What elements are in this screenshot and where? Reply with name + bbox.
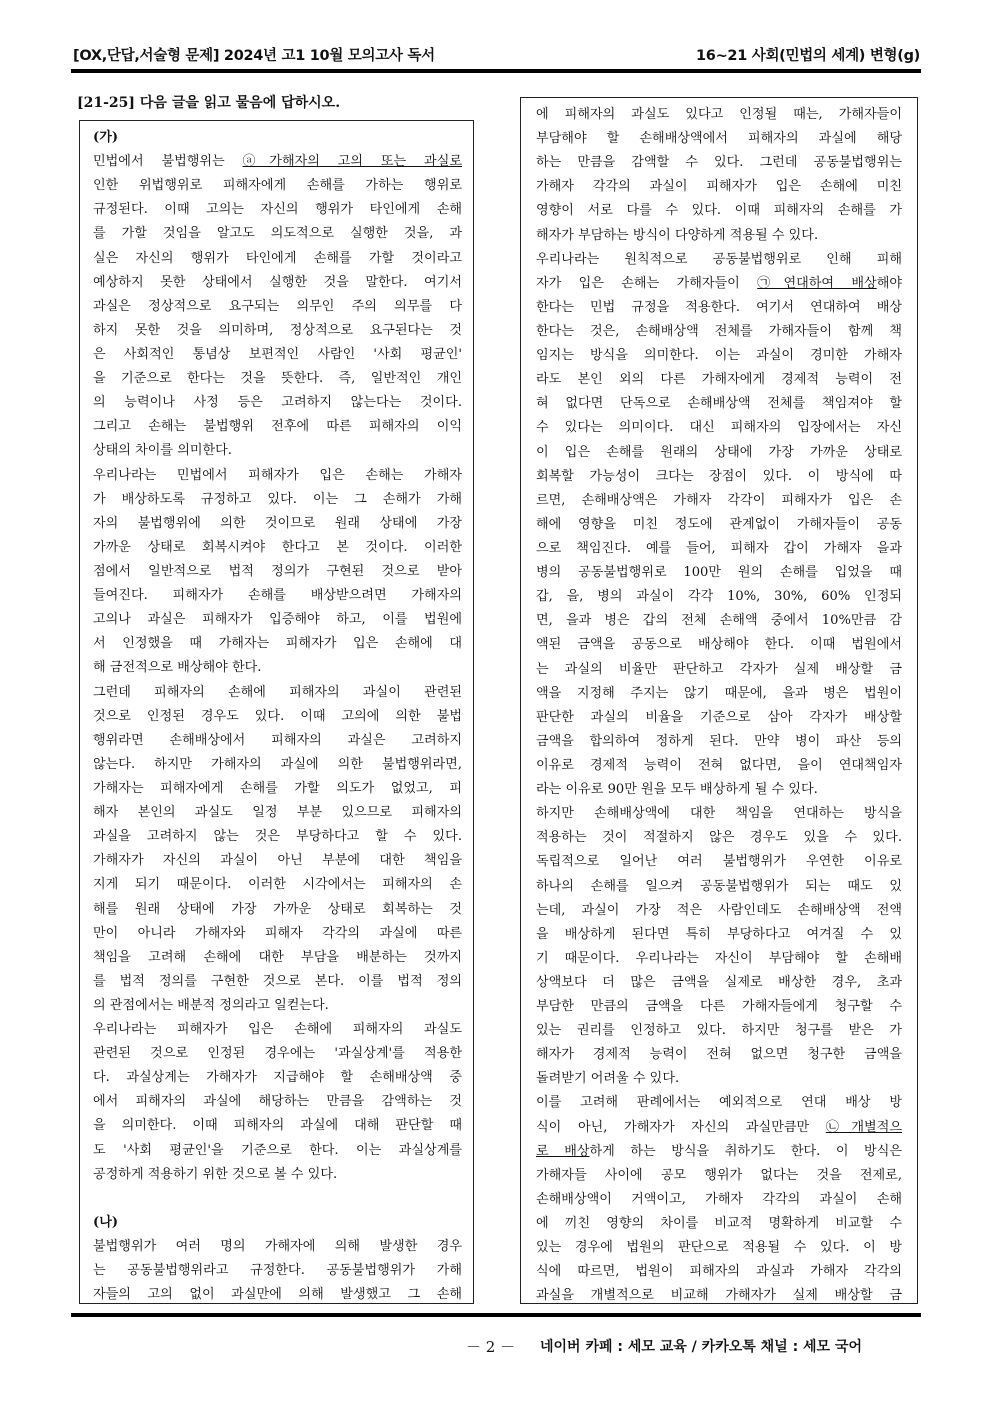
text-line	[93, 536, 462, 560]
text-line	[536, 1188, 902, 1212]
text-line	[93, 1066, 462, 1090]
line-text: (가)	[93, 130, 119, 145]
text-line	[536, 175, 902, 199]
line-text: 가 배상하도록 규정하고 있다. 이는 그 손해가 가해	[93, 491, 462, 507]
text-line	[93, 271, 462, 295]
label-ga	[93, 126, 462, 150]
header-section: 16~21 사회(민법의 세계) 변형(g)	[696, 48, 920, 64]
text-line	[536, 1067, 902, 1091]
line-text: 이를 고려해 판례에서는 예외적으로 연대 배상 방	[536, 1095, 902, 1111]
text-line	[93, 247, 462, 271]
text-line	[536, 1164, 902, 1188]
text-line	[536, 730, 902, 754]
line-text: 의 능력이나 사정 등은 고려하지 않는다는 것이다.	[93, 395, 462, 411]
text-line	[536, 1260, 902, 1284]
text-line	[93, 608, 462, 632]
passage-right-text	[536, 103, 902, 1308]
line-text: 액된 금액을 공동으로 배상해야 한다. 이때 법원에서	[536, 637, 902, 653]
text-line	[93, 343, 462, 367]
text-line	[536, 513, 902, 537]
line-text: 한다는 민법 규정을 적용한다. 여기서 연대하여 배상	[536, 299, 902, 315]
line-text: 예상하지 못한 상태에서 실행한 것을 말한다. 여기서	[93, 274, 462, 290]
text-line	[536, 392, 902, 416]
text-line	[93, 777, 462, 801]
text-line	[536, 1236, 902, 1260]
line-text: 라는 이유로 90만 원을 모두 배상하게 될 수 있다.	[536, 782, 818, 798]
line-text: 돌려받기 어려울 수 있다.	[536, 1071, 680, 1087]
text-line	[93, 801, 462, 825]
line-text: 책임을 고려해 손해에 대한 부담을 배분하는 것까지	[93, 949, 462, 965]
text-line	[93, 873, 462, 897]
text-line	[536, 368, 902, 392]
line-text: 는 공동불법행위라고 규정한다. 공동불법행위가 가해	[93, 1263, 462, 1279]
line-text: 갑, 을, 병의 과실이 각각 10%, 30%, 60% 인정되	[536, 589, 902, 605]
line-text: 에서 피해자의 과실에 해당하는 만큼을 감액하는 것	[93, 1094, 462, 1110]
text-line	[93, 705, 462, 729]
line-text: 적용하는 것이 적절하지 않은 경우도 있을 수 있다.	[536, 830, 902, 846]
line-text: 우리나라는 원칙적으로 공동불법행위로 인해 피해	[536, 251, 902, 267]
line-text: 해 금전적으로 배상해야 한다.	[93, 660, 262, 676]
line-text: 과실을 개별적으로 비교해 가해자가 실제 배상할 금	[536, 1288, 902, 1304]
text-line	[536, 224, 902, 248]
line-text: 민법에서 불법행위는	[93, 154, 243, 170]
text-line	[536, 248, 902, 272]
text-line	[93, 1259, 462, 1283]
text-line	[93, 584, 462, 608]
text-line	[536, 1140, 902, 1164]
line-text: 서 인정했을 때 가해자는 피해자가 입은 손해에 대	[93, 636, 462, 652]
line-text: 행위라면 손해배상에서 피해자의 과실은 고려하지	[93, 732, 462, 748]
text-line	[536, 199, 902, 223]
line-text: 고의나 과실은 피해자가 입증해야 하고, 이를 법원에	[93, 612, 462, 628]
line-text: 이유로 경제적 능력이 전혀 없다면, 을이 연대책임자	[536, 757, 902, 773]
text-line	[93, 319, 462, 343]
line-text: 를 가할 것임을 알고도 의도적으로 실행한 것을, 과	[93, 226, 462, 242]
text-line	[93, 753, 462, 777]
line-text: 병의 공동불법행위로 100만 원의 손해를 입었을 때	[536, 565, 902, 581]
blank-line	[93, 1187, 462, 1211]
line-text: 들여진다. 피해자가 손해를 배상받으려면 가해자의	[93, 588, 462, 604]
text-line	[536, 609, 902, 633]
text-line	[93, 656, 462, 680]
text-line	[93, 512, 462, 536]
text-line	[536, 344, 902, 368]
text-line	[536, 633, 902, 657]
text-line	[536, 802, 902, 826]
line-text: 것으로 인정된 경우도 있다. 이때 고의에 의한 불법	[93, 708, 462, 724]
line-text: 하지 못한 것을 의미하며, 정상적으로 요구된다는 것	[93, 322, 462, 338]
line-text: 과실은 정상적으로 요구되는 의무인 주의 의무를 다	[93, 298, 462, 314]
text-line	[536, 971, 902, 995]
text-line	[536, 489, 902, 513]
text-line	[536, 899, 902, 923]
text-line	[93, 1235, 462, 1259]
passage-right-box	[520, 97, 918, 1304]
line-text: 하나의 손해를 일으켜 공동불법행위가 되는 때도 있	[536, 878, 902, 894]
text-line	[536, 561, 902, 585]
text-line	[536, 127, 902, 151]
line-text: 해야	[876, 275, 902, 291]
instruction: [21-25] 다음 글을 읽고 물음에 답하시오.	[77, 95, 341, 111]
text-line	[93, 439, 462, 463]
text-line	[93, 1090, 462, 1114]
bottom-rule	[71, 1313, 921, 1317]
line-text: 회복할 가능성이 크다는 장점이 있다. 이 방식에 따	[536, 468, 902, 484]
line-text: 은 사회적인 통념상 보편적인 사람인 '사회 평균인'	[93, 346, 462, 362]
line-text: 점에서 일반적으로 법적 정의가 구현된 것으로 받아	[93, 563, 462, 579]
page-number: － 2 －	[466, 1338, 516, 1356]
line-text: 판단한 과실의 비율을 기준으로 삼아 각자가 배상할	[536, 709, 902, 725]
text-line	[93, 1114, 462, 1138]
text-line	[93, 970, 462, 994]
line-text: 을 의미한다. 이때 피해자의 과실에 대해 판단할 때	[93, 1118, 462, 1134]
text-line	[536, 658, 902, 682]
line-text: 임지는 방식을 의미한다. 이는 과실이 경미한 가해자	[536, 348, 902, 364]
text-line	[93, 1163, 462, 1187]
line-text: 을 배상하게 된다면 특히 부당하다고 여겨질 수 있	[536, 926, 902, 942]
text-line	[93, 415, 462, 439]
text-line	[536, 320, 902, 344]
line-text: 우리나라는 피해자가 입은 손해에 피해자의 과실도	[93, 1022, 462, 1038]
text-line	[536, 1116, 902, 1140]
text-line	[536, 778, 902, 802]
line-text: 액을 지정해 주지는 않기 때문에, 을과 병은 법원이	[536, 685, 902, 701]
line-text: 인한 위법행위로 피해자에게 손해를 가하는 행위로	[93, 178, 462, 194]
text-line	[536, 151, 902, 175]
line-text: 자들의 고의 없이 과실만에 의해 발생했고 그 손해	[93, 1287, 462, 1303]
text-line	[93, 560, 462, 584]
line-text: 그런데 피해자의 손해에 피해자의 과실이 관련된	[93, 684, 462, 700]
line-text: 해를 원래 상태에 가장 가까운 상태로 회복하는 것	[93, 901, 462, 917]
text-line	[536, 850, 902, 874]
text-line	[536, 826, 902, 850]
text-line	[536, 416, 902, 440]
line-text: 만이 아니라 가해자와 피해자 각각의 과실에 따른	[93, 925, 462, 941]
text-line	[93, 488, 462, 512]
line-text: 관련된 것으로 인정된 경우에는 '과실상계'를 적용한	[93, 1046, 462, 1062]
line-text: 가해자들 사이에 공모 행위가 없다는 것을 전제로,	[536, 1167, 902, 1183]
header-title: [OX,단답,서술형 문제] 2024년 고1 10월 모의고사 독서	[73, 48, 435, 64]
text-line	[93, 632, 462, 656]
text-line	[93, 1283, 462, 1307]
text-line	[536, 995, 902, 1019]
text-line	[536, 754, 902, 778]
text-line	[93, 1139, 462, 1163]
text-line	[93, 150, 462, 174]
line-text: 부담해야 할 손해배상액에서 피해자의 과실에 해당	[536, 131, 902, 147]
line-text: 다. 과실상계는 가해자가 지급해야 할 손해배상액 중	[93, 1070, 462, 1086]
text-line	[93, 295, 462, 319]
text-line	[536, 1212, 902, 1236]
line-text: 하게 하는 방식을 취하기도 한다. 이 방식은	[589, 1143, 902, 1159]
line-text: 가해자 각각의 과실이 피해자가 입은 손해에 미친	[536, 179, 902, 195]
text-line	[93, 729, 462, 753]
text-line	[536, 1284, 902, 1308]
text-line	[536, 947, 902, 971]
text-line	[93, 922, 462, 946]
line-text: 영향이 서로 다를 수 있다. 이때 피해자의 손해를 가	[536, 203, 902, 219]
line-text: 상태의 차이를 의미한다.	[93, 443, 232, 459]
line-text: 면, 을과 병은 갑의 전체 손해액 중에서 10%만큼 감	[536, 613, 902, 629]
text-line	[93, 464, 462, 488]
line-text: 가해자가 자신의 과실이 아닌 부분에 대한 책임을	[93, 853, 462, 869]
underline-g: ㉠연대하여 배상	[757, 275, 877, 291]
line-text: 기 때문이다. 우리나라는 자신이 부담해야 할 손해배	[536, 950, 902, 966]
passage-left-box	[79, 120, 474, 1304]
line-text: 한다는 것은, 손해배상액 전체를 가해자들이 함께 책	[536, 323, 902, 339]
line-text: 독립적으로 일어난 여러 불법행위가 우연한 이유로	[536, 854, 902, 870]
line-text: 실은 자신의 행위가 타인에게 손해를 가할 것이라고	[93, 250, 462, 266]
line-text: 공정하게 적용하기 위한 것으로 볼 수 있다.	[93, 1166, 338, 1182]
text-line	[536, 875, 902, 899]
text-line	[536, 706, 902, 730]
text-line	[93, 222, 462, 246]
line-text: 그리고 손해는 불법행위 전후에 따른 피해자의 이익	[93, 419, 462, 435]
underline-a: ⓐ가해자의 고의 또는 과실로	[242, 154, 462, 170]
line-text: 불법행위가 여러 명의 가해자에 의해 발생한 경우	[93, 1239, 462, 1255]
text-line	[93, 825, 462, 849]
text-line	[93, 994, 462, 1018]
text-line	[536, 103, 902, 127]
line-text: 라도 본인 외의 다른 가해자에게 경제적 능력이 전	[536, 372, 902, 388]
line-text: 의 관점에서는 배분적 정의라고 일컫는다.	[93, 997, 329, 1013]
text-line	[536, 585, 902, 609]
top-rule	[71, 69, 921, 73]
text-line	[93, 681, 462, 705]
footer-info: 네이버 카페 : 세모 교육 / 카카오톡 채널 : 세모 국어	[540, 1339, 863, 1355]
line-text: (나)	[93, 1214, 119, 1230]
line-text: 식에 따르면, 법원이 피해자의 과실과 가해자 각각의	[536, 1264, 902, 1280]
text-line	[93, 198, 462, 222]
line-text: 에 피해자의 과실도 있다고 인정될 때는, 가해자들이	[536, 107, 902, 122]
text-line	[536, 441, 902, 465]
line-text: 는데, 과실이 가장 적은 사람인데도 손해배상액 전액	[536, 902, 902, 918]
line-text: 는 과실의 비율만 판단하고 각자가 실제 배상할 금	[536, 661, 902, 677]
text-line	[93, 946, 462, 970]
line-text: 혀 없다면 단독으로 손해배상액 전체를 책임져야 할	[536, 396, 902, 412]
line-text: 지게 되기 때문이다. 이러한 시각에서는 피해자의 손	[93, 877, 462, 893]
line-text: 이 입은 손해를 원래의 상태에 가장 가까운 상태로	[536, 444, 902, 460]
line-text: 해자가 경제적 능력이 전혀 없으면 청구한 금액을	[536, 1047, 902, 1063]
line-text: 자가 입은 손해는 가해자들이	[536, 275, 758, 291]
line-text: 상액보다 더 많은 금액을 실제로 배상한 경우, 초과	[536, 974, 902, 990]
line-text: 부담한 만큼의 금액을 다른 가해자들에게 청구할 수	[536, 999, 902, 1015]
line-text: 을 기준으로 한다는 것을 뜻한다. 즉, 일반적인 개인	[93, 371, 462, 387]
text-line	[536, 537, 902, 561]
line-text: 에 끼친 영향의 차이를 비교적 명확하게 비교할 수	[536, 1216, 902, 1232]
text-line	[93, 849, 462, 873]
underline-n: ㉡개별적으	[825, 1119, 902, 1135]
line-text: 해자 본인의 과실도 일정 부분 있으므로 피해자의	[93, 805, 462, 821]
line-text: 않는다. 하지만 가해자의 과실에 의한 불법행위라면,	[93, 756, 462, 772]
text-line	[536, 682, 902, 706]
label-na	[93, 1211, 462, 1235]
line-text: 가까운 상태로 회복시켜야 한다고 본 것이다. 이러한	[93, 539, 462, 555]
line-text: 과실을 고려하지 않는 것은 부당하다고 할 수 있다.	[93, 829, 462, 845]
line-text: 으로 책임진다. 예를 들어, 피해자 갑이 가해자 을과	[536, 540, 902, 556]
text-line	[536, 1019, 902, 1043]
line-text: 해에 영향을 미친 정도에 관계없이 가해자들이 공동	[536, 516, 902, 532]
line-text: 수 있다는 의미이다. 대신 피해자의 입장에서는 자신	[536, 420, 902, 436]
line-text: 도 '사회 평균인'을 기준으로 한다. 이는 과실상계를	[93, 1142, 462, 1158]
line-text: 하지만 손해배상액에 대한 책임을 연대하는 방식을	[536, 806, 902, 822]
line-text: 자의 불법행위에 의한 것이므로 원래 상태에 가장	[93, 515, 462, 531]
text-line	[93, 1042, 462, 1066]
text-line	[536, 272, 902, 296]
text-line	[536, 296, 902, 320]
line-text: 르면, 손해배상액은 가해자 각각이 피해자가 입은 손	[536, 492, 902, 508]
line-text: 가해자는 피해자에게 손해를 가할 의도가 없었고, 피	[93, 780, 462, 796]
line-text: 금액을 합의하여 정하게 된다. 만약 병이 파산 등의	[536, 733, 902, 749]
passage-left-text	[93, 126, 462, 1307]
text-line	[93, 898, 462, 922]
line-text: 있는 권리를 인정하고 있다. 하지만 청구를 받은 가	[536, 1023, 902, 1039]
line-text: 우리나라는 민법에서 피해자가 입은 손해는 가해자	[93, 467, 462, 483]
line-text: 를 법적 정의를 구현한 것으로 본다. 이를 법적 정의	[93, 973, 462, 989]
text-line	[536, 465, 902, 489]
text-line	[93, 1018, 462, 1042]
line-text: 식이 아닌, 가해자가 자신의 과실만큼만	[536, 1119, 826, 1135]
line-text: 로 배상	[536, 1143, 590, 1159]
line-text: 하는 만큼을 감액할 수 있다. 그런데 공동불법행위는	[536, 155, 902, 171]
text-line	[93, 391, 462, 415]
text-line	[536, 1043, 902, 1067]
text-line	[536, 923, 902, 947]
line-text: 규정된다. 이때 고의는 자신의 행위가 타인에게 손해	[93, 202, 462, 218]
text-line	[93, 367, 462, 391]
text-line	[536, 1091, 902, 1115]
line-text: 있는 경우에 법원의 판단으로 적용될 수 있다. 이 방	[536, 1240, 902, 1256]
line-text: 해자가 부담하는 방식이 다양하게 적용될 수 있다.	[536, 227, 819, 243]
text-line	[93, 174, 462, 198]
line-text: 손해배상액이 거액이고, 가해자 각각의 과실이 손해	[536, 1191, 902, 1207]
